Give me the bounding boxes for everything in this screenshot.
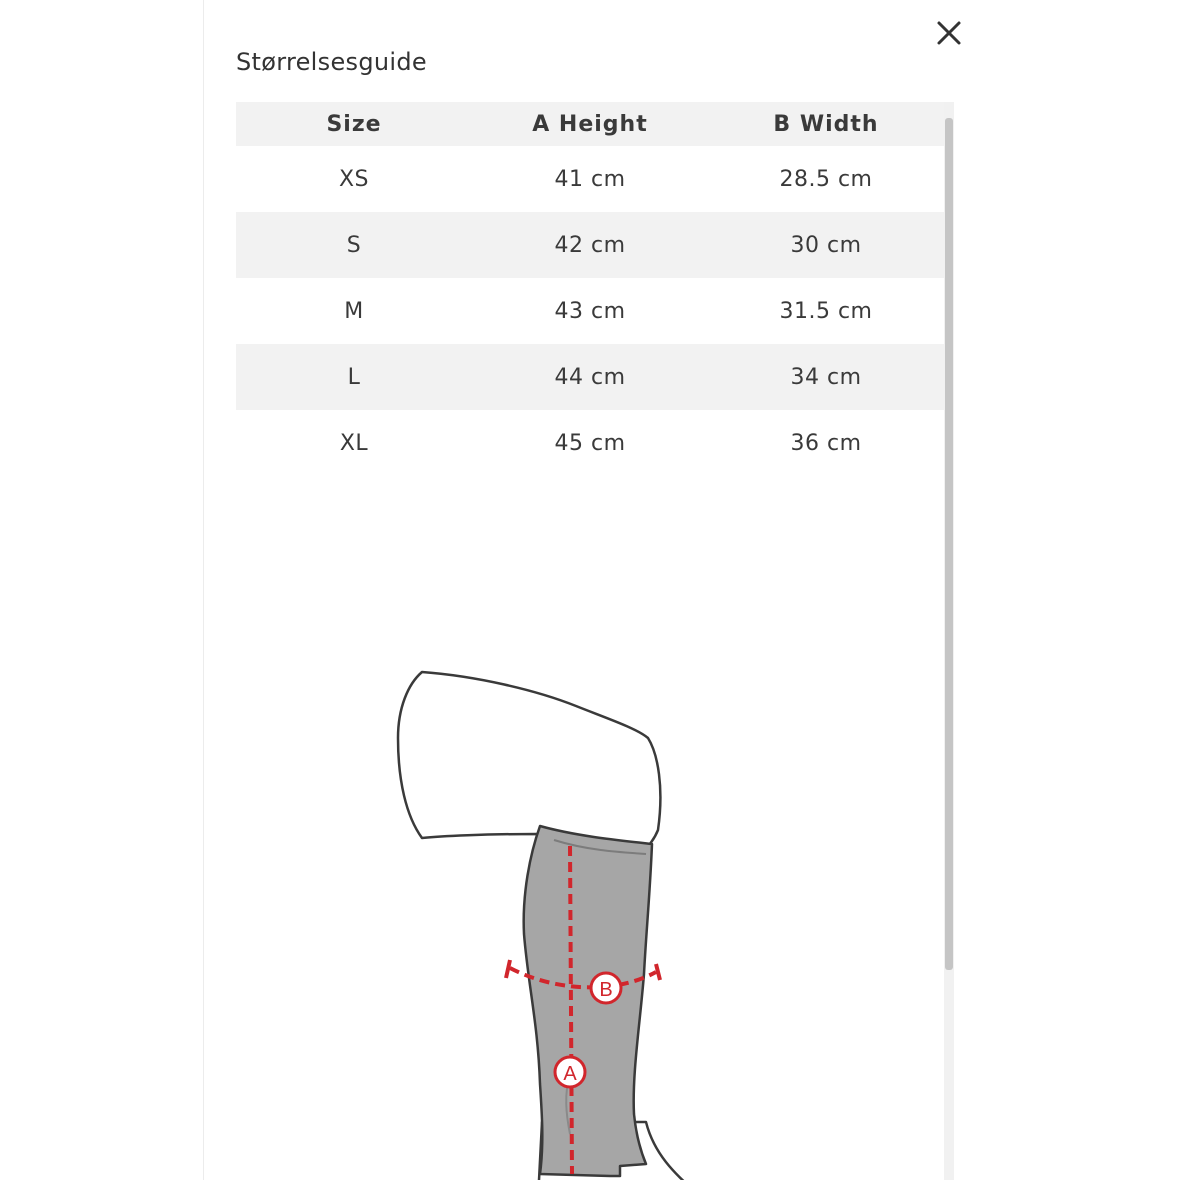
header-size: Size (236, 102, 472, 146)
half-chap (524, 826, 652, 1176)
header-b-width: B Width (708, 102, 944, 146)
width-cell: 36 cm (790, 430, 862, 456)
width-cell: 30 cm (708, 212, 944, 278)
size-cell: M (344, 298, 364, 324)
table-row (236, 278, 944, 344)
height-cell: 41 cm (554, 166, 626, 192)
table-header-row (236, 102, 944, 146)
modal-title: Størrelsesguide (236, 48, 427, 76)
label-b: B (599, 979, 613, 1001)
header-a-height: A Height (472, 102, 708, 146)
size-table (236, 102, 944, 476)
table-row (236, 212, 944, 278)
modal-scroll-content[interactable] (236, 102, 954, 1180)
height-cell: 42 cm (472, 212, 708, 278)
size-cell: L (236, 344, 472, 410)
size-cell: XL (339, 430, 369, 456)
table-row (236, 410, 944, 476)
table-row (236, 146, 944, 212)
modal-edge (203, 0, 204, 1180)
scrollbar-thumb[interactable] (945, 118, 953, 970)
label-a: A (563, 1063, 577, 1085)
leg-measurement-illustration (236, 568, 944, 1180)
width-cell: 31.5 cm (779, 298, 873, 324)
width-cell: 34 cm (708, 344, 944, 410)
size-cell: XS (338, 166, 370, 192)
close-icon[interactable] (932, 16, 966, 50)
close-button[interactable] (932, 16, 966, 50)
height-cell: 44 cm (472, 344, 708, 410)
width-cell: 28.5 cm (779, 166, 873, 192)
size-cell: S (236, 212, 472, 278)
thigh-shape (398, 672, 660, 846)
height-cell: 43 cm (554, 298, 626, 324)
height-cell: 45 cm (554, 430, 626, 456)
table-row (236, 344, 944, 410)
measure-a-line (570, 846, 572, 1174)
